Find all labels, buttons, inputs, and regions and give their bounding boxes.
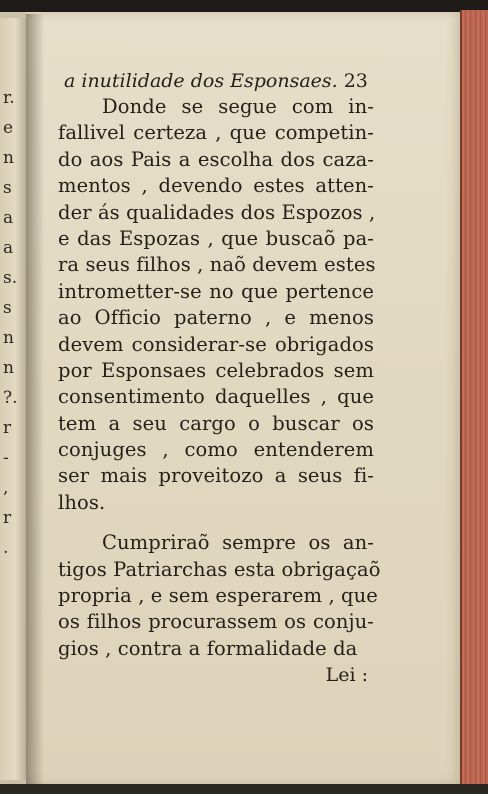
text-line: tigos Patriarchas esta obrigaçaõ (58, 557, 381, 581)
page-text (58, 68, 381, 687)
facing-page-glyph: r (3, 418, 12, 438)
running-head-title: a inutilidade dos Esponsaes. (64, 70, 338, 92)
text-line: tem a seu cargo o buscar os (58, 411, 374, 435)
facing-page-glyph: r. (3, 88, 15, 108)
text-line: ao Officio paterno , e menos (58, 306, 374, 330)
running-head (58, 68, 374, 94)
facing-page-glyph: s. (3, 268, 18, 288)
facing-page-glyph: . (3, 538, 9, 558)
facing-page-glyph: - (3, 448, 9, 468)
facing-page-glyph: e (3, 118, 14, 138)
text-line: devem considerar-se obrigados (58, 332, 374, 356)
text-line: ra seus filhos , naõ devem estes (58, 253, 376, 277)
facing-page-glyph: n (3, 148, 14, 168)
text-line: ser mais proveitozo a seus fi- (58, 464, 374, 488)
text-line: e das Espozas , que buscaõ pa- (58, 226, 374, 250)
fore-edge (460, 10, 488, 786)
facing-page-glyph: , (3, 478, 9, 498)
text-line: lhos. (58, 490, 106, 514)
text-line: conjuges , como entenderem (58, 438, 374, 462)
facing-page-edge (0, 18, 27, 780)
facing-page-glyph: s (3, 178, 12, 198)
body-text (58, 94, 381, 662)
paragraph (58, 530, 381, 662)
facing-page-glyph: n (3, 328, 14, 348)
gutter-shadow (26, 14, 44, 784)
paragraph-gap (58, 516, 374, 530)
facing-page-glyph: r (3, 508, 12, 528)
text-line: Cumpriraõ sempre os an- (102, 531, 374, 555)
facing-page-glyph: a (3, 208, 14, 228)
page-number: 23 (343, 70, 368, 92)
text-line: fallivel certeza , que competin- (58, 121, 374, 145)
text-line: intrometter-se no que pertence (58, 279, 374, 303)
text-line: Donde se segue com in- (102, 95, 374, 118)
facing-page-glyph: s (3, 298, 12, 318)
paragraph (58, 94, 374, 516)
text-line: mentos , devendo estes atten- (58, 174, 374, 198)
text-line: os filhos procurassem os conju- (58, 610, 374, 634)
text-line: gios , contra a formalidade da (58, 636, 358, 660)
text-line: por Esponsaes celebrados sem (58, 358, 374, 382)
text-line: do aos Pais a escolha dos caza- (58, 147, 374, 171)
facing-page-glyph: ?. (3, 388, 18, 408)
text-line: consentimento daquelles , que (58, 385, 374, 409)
scan-top-border (0, 0, 488, 12)
facing-page-glyph: a (3, 238, 14, 258)
text-line: propria , e sem esperarem , que (58, 584, 378, 608)
scan-bottom-border (0, 784, 488, 794)
facing-page-glyph: n (3, 358, 14, 378)
catchword: Lei : (325, 664, 368, 687)
text-line: der ás qualidades dos Espozos , (58, 200, 376, 224)
